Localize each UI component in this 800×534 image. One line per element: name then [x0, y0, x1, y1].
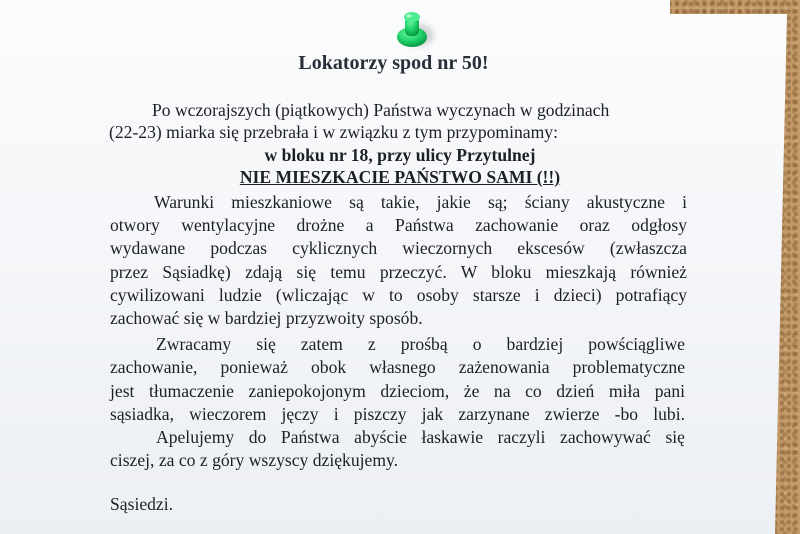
paragraph2-line6: zachować się w bardziej przyzwoity sposób. [110, 308, 423, 328]
paragraph4-line1: Apelujemy do Państwa abyście łaskawie raczyli zachowywać się [156, 427, 685, 447]
emphasis-line2: NIE MIESZKACIE PAŃSTWO SAMI (!!) [239, 167, 561, 187]
paragraph3-line2: zachowanie, ponieważ obok własnego zażenowania problematyczne [110, 357, 685, 377]
paragraph3-line4: sąsiadka, wieczorem jęczy i piszczy jak zarzynane zwierze -bo lubi. [110, 404, 685, 424]
paragraph1-line1: Po wczorajszych (piątkowych) Państwa wyczynach w godzinach [152, 100, 610, 120]
paragraph3-line3: jest tłumaczenie zaniepokojonym dzieciom, że na co dzień miła pani [110, 381, 685, 401]
paragraph2-line5: cywilizowani ludzie (wliczając w to osoby starsze i dzieci) potrafiący [110, 285, 687, 305]
paragraph1-line2: (22-23) miarka się przebrała i w związku z tym przypominamy: [109, 122, 558, 142]
paragraph2-line2: otwory wentylacyjne drożne a Państwa zachowanie oraz odgłosy [110, 215, 687, 235]
paragraph4-line2: ciszej, za co z góry wszyscy dziękujemy. [110, 450, 399, 470]
notice-title: Lokatorzy spod nr 50! [298, 52, 489, 74]
paragraph2-line4: przez Sąsiadkę) zdają się temu przeczyć. W bloku mieszkają również [110, 262, 687, 282]
paragraph2-line1: Warunki mieszkaniowe są takie, jakie są; ściany akustyczne i [154, 192, 687, 212]
emphasis-line1: w bloku nr 18, przy ulicy Przytulnej [264, 145, 536, 165]
paragraph2-line3: wydawane podczas cyklicznych wieczornych ekscesów (zwłaszcza [110, 238, 687, 258]
signature: Sąsiedzi. [110, 494, 174, 514]
paragraph3-line1: Zwracamy się zatem z prośbą o bardziej powściągliwe [156, 334, 685, 354]
